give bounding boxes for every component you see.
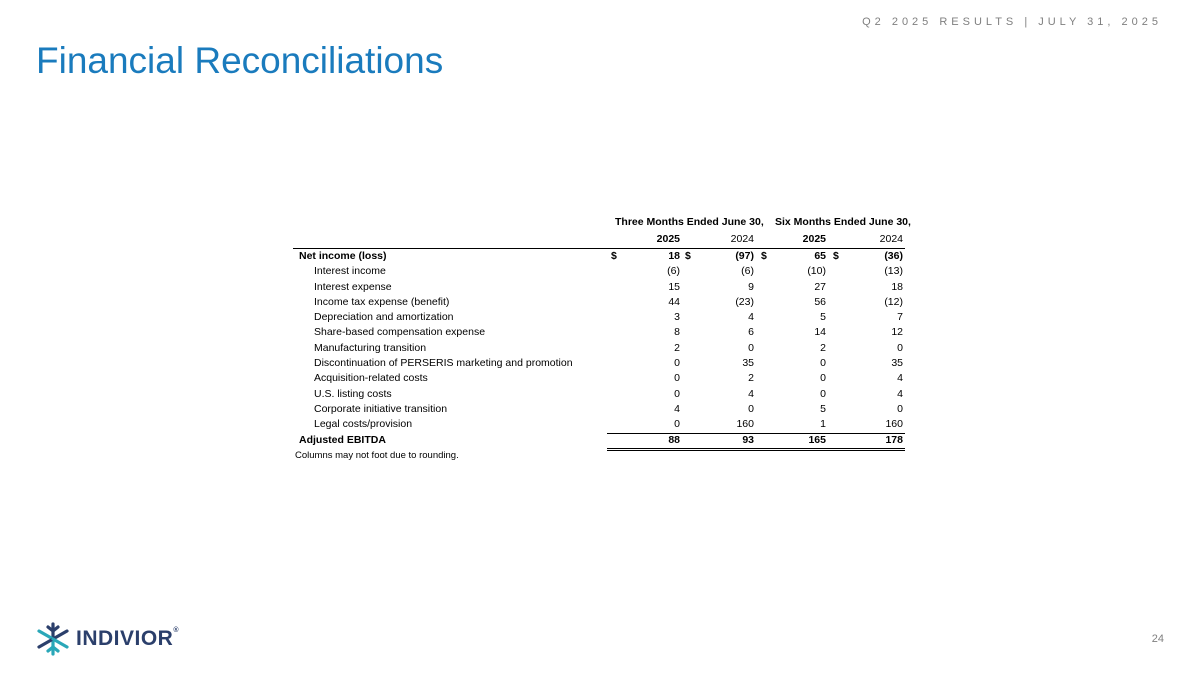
cell-value: 6 xyxy=(748,326,754,339)
table-row xyxy=(293,280,905,295)
cell-value: 65 xyxy=(814,250,826,262)
row-label: Adjusted EBITDA xyxy=(299,433,386,446)
currency-symbol: $ xyxy=(685,250,691,262)
cell-value: 93 xyxy=(742,433,754,446)
row-label: Corporate initiative transition xyxy=(314,402,448,415)
row-label: Interest income xyxy=(314,265,386,278)
cell-value: 27 xyxy=(814,280,826,293)
cell-value: 0 xyxy=(674,372,680,385)
header-tagline: Q2 2025 RESULTS | JULY 31, 2025 xyxy=(862,16,1162,28)
cell-value: 12 xyxy=(891,326,903,339)
cell-value: 0 xyxy=(820,357,826,370)
reconciliation-table xyxy=(293,213,911,461)
cell-value: 9 xyxy=(748,280,754,293)
cell-value: 5 xyxy=(820,311,826,324)
cell-value: 160 xyxy=(885,418,903,431)
table-row xyxy=(293,402,905,417)
cell-value: 0 xyxy=(674,387,680,400)
cell-value: 165 xyxy=(808,433,826,446)
row-label: Depreciation and amortization xyxy=(314,311,454,324)
year-header: 2025 xyxy=(802,233,826,245)
currency-symbol: $ xyxy=(833,250,839,262)
table-row xyxy=(293,356,905,371)
page-number: 24 xyxy=(1151,633,1164,645)
cell-value: 0 xyxy=(897,402,903,415)
row-label: Net income (loss) xyxy=(299,250,387,262)
table-row xyxy=(293,295,905,310)
cell-value: 15 xyxy=(668,280,680,293)
table-footnote: Columns may not foot due to rounding. xyxy=(295,449,459,461)
cell-value: 0 xyxy=(674,418,680,431)
currency-symbol: $ xyxy=(761,250,767,262)
cell-value: 4 xyxy=(674,402,680,415)
year-header-row xyxy=(293,231,905,249)
cell-value: (6) xyxy=(667,265,680,278)
year-header: 2024 xyxy=(730,233,754,245)
cell-value: 7 xyxy=(897,311,903,324)
period-header-row xyxy=(293,213,911,231)
cell-value: 2 xyxy=(674,341,680,354)
indivior-snowflake-icon xyxy=(36,621,70,657)
total-double-underline xyxy=(607,448,905,451)
row-label: Acquisition-related costs xyxy=(314,372,428,385)
cell-value: (97) xyxy=(735,250,754,262)
logo-wordmark xyxy=(76,627,179,651)
logo-text: INDIVIOR xyxy=(76,627,174,650)
cell-value: 0 xyxy=(748,402,754,415)
cell-value: 4 xyxy=(748,387,754,400)
net-income-row xyxy=(293,249,905,264)
cell-value: 18 xyxy=(668,250,680,262)
cell-value: 178 xyxy=(885,433,903,446)
cell-value: 160 xyxy=(736,418,754,431)
table-row xyxy=(293,341,905,356)
cell-value: 4 xyxy=(897,372,903,385)
cell-value: (10) xyxy=(807,265,826,278)
row-label: Income tax expense (benefit) xyxy=(314,295,450,308)
period-header-three-months: Three Months Ended June 30, xyxy=(615,216,764,228)
table-row xyxy=(293,325,905,340)
cell-value: 0 xyxy=(820,372,826,385)
cell-value: (13) xyxy=(884,265,903,278)
registered-mark: ® xyxy=(173,627,180,634)
cell-value: 0 xyxy=(748,341,754,354)
adjusted-ebitda-row xyxy=(293,433,905,448)
period-header-six-months: Six Months Ended June 30, xyxy=(775,216,911,228)
row-label: Manufacturing transition xyxy=(314,341,427,354)
table-row xyxy=(293,264,905,279)
cell-value: 1 xyxy=(820,418,826,431)
cell-value: 2 xyxy=(820,341,826,354)
cell-value: 35 xyxy=(742,357,754,370)
cell-value: 8 xyxy=(674,326,680,339)
row-label: Share-based compensation expense xyxy=(314,326,486,339)
cell-value: 4 xyxy=(748,311,754,324)
cell-value: 0 xyxy=(820,387,826,400)
cell-value: 0 xyxy=(674,357,680,370)
cell-value: 14 xyxy=(814,326,826,339)
cell-value: (12) xyxy=(884,295,903,308)
row-label: Legal costs/provision xyxy=(314,418,413,431)
row-label: U.S. listing costs xyxy=(314,387,392,400)
cell-value: 4 xyxy=(897,387,903,400)
table-row xyxy=(293,417,905,432)
company-logo xyxy=(36,621,179,657)
cell-value: 5 xyxy=(820,402,826,415)
year-header: 2024 xyxy=(879,233,903,245)
cell-value: 0 xyxy=(897,341,903,354)
cell-value: 44 xyxy=(668,295,680,308)
cell-value: 3 xyxy=(674,311,680,324)
page-title: Financial Reconciliations xyxy=(36,40,444,81)
year-header: 2025 xyxy=(656,233,680,245)
cell-value: (6) xyxy=(741,265,754,278)
subtotal-rule xyxy=(607,433,905,434)
row-label: Discontinuation of PERSERIS marketing and promotion xyxy=(314,357,573,370)
cell-value: 56 xyxy=(814,295,826,308)
cell-value: 88 xyxy=(668,433,680,446)
currency-symbol: $ xyxy=(611,250,617,262)
cell-value: 35 xyxy=(891,357,903,370)
table-row xyxy=(293,387,905,402)
table-row xyxy=(293,310,905,325)
cell-value: 18 xyxy=(891,280,903,293)
cell-value: (36) xyxy=(884,250,903,262)
row-label: Interest expense xyxy=(314,280,392,293)
table-row xyxy=(293,371,905,386)
cell-value: 2 xyxy=(748,372,754,385)
cell-value: (23) xyxy=(735,295,754,308)
